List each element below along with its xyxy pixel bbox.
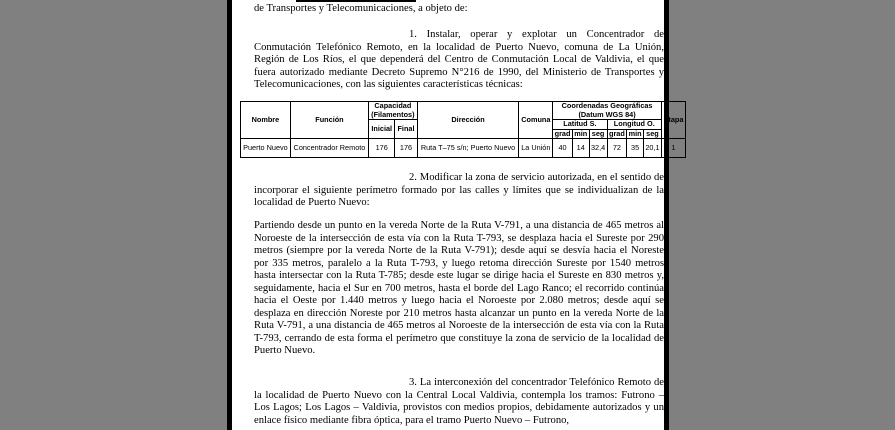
- header-longitud: Longitud O.: [607, 120, 661, 130]
- header-capacidad-label: Capacidad: [374, 101, 412, 110]
- cell-lat-min: 14: [572, 139, 589, 158]
- cell-lon-min: 35: [627, 139, 644, 158]
- header-etapa: Etapa: [661, 102, 685, 139]
- header-coordenadas-label: Coordenadas Geográficas: [561, 101, 653, 110]
- header-direccion: Dirección: [417, 102, 519, 139]
- header-lat-seg: seg: [589, 129, 607, 139]
- header-lat-grad: grad: [554, 128, 571, 138]
- page-right-border: [664, 0, 669, 430]
- top-rule: [296, 0, 416, 2]
- cell-lat-grad: 40: [553, 139, 573, 158]
- cell-final: 176: [395, 139, 417, 158]
- header-inicial: Inicial: [369, 120, 395, 139]
- cell-direccion: Ruta T–75 s/n; Puerto Nuevo: [417, 139, 519, 158]
- header-lon-seg: seg: [643, 129, 661, 139]
- cell-funcion: Concentrador Remoto: [290, 139, 368, 158]
- intro-tail: de Transportes y Telecomunicaciones, a objeto de:: [254, 3, 468, 14]
- header-datum-label: (Datum WGS 84): [578, 109, 636, 119]
- technical-characteristics-table: [240, 101, 686, 158]
- item-1-paragraph: 1. Instalar, operar y explotar un Concentrador de Conmutación Telefónico Remoto, en la localidad de Puerto Nuevo, comuna de La Unión, Región de Los Ríos, el que dependerá del Centro de Conmutación Local de Valdivia, el que fuera autorizado mediante Decreto Supremo N°216 de 1990, del Ministerio de Transportes y Telecomunicaciones, con las siguientes características técnicas:: [254, 29, 664, 90]
- header-nombre: Nombre: [241, 102, 291, 139]
- header-lon-grad: grad: [609, 128, 625, 138]
- header-capacidad: [369, 102, 418, 120]
- perimeter-paragraph: Partiendo desde un punto en la vereda Norte de la Ruta V-791, a una distancia de 465 metros al Noroeste de la intersección de esta vía con la Ruta T-793, se desplaza hacia el Sureste por 290 metros (siempre por la vereda Norte de la Ruta V-791); desde aquí se desvía hacia el Noreste por 335 metros, paralelo a la Ruta T-793, y luego retoma dirección Sureste por 1540 metros hasta intersectar con la Ruta T-785; desde este lugar se dirige hacia el Sureste en 830 metros y, seguidamente, hacia el Sur en 700 metros, hasta el borde del Lago Ranco; el recorrido continúa hacia el Oeste por 1.440 metros y luego hacia el Noroeste por 2.080 metros; desde aquí se desplaza en dirección Noreste por 210 metros hasta alcanzar un punto en la vereda Norte de la Ruta V-791, a una distancia de 465 metros al Noroeste de la intersección de esta vía con la Ruta T-793, cerrando de esta forma el perímetro que constituye la zona de servicio de la localidad de Puerto Nuevo.: [254, 220, 664, 356]
- cell-lat-seg: 32,4: [589, 139, 607, 158]
- table-row: [241, 139, 686, 158]
- page-left-border: [227, 0, 232, 430]
- header-comuna: Comuna: [519, 102, 553, 139]
- cell-etapa: 1: [661, 139, 685, 158]
- item-2-paragraph: 2. Modificar la zona de servicio autorizada, en el sentido de incorporar el siguiente perímetro formado por las calles y límites que se individualizan de la localidad de Puerto Nuevo:: [254, 172, 664, 208]
- item-3-paragraph: 3. La interconexión del concentrador Telefónico Remoto de la localidad de Puerto Nuevo con la Central Local Valdivia, contempla los tramos: Futrono – Los Lagos; Los Lagos – Valdivia, provistos con medios propios, debidamente autorizados y un enlace físico mediante fibra óptica, para el tramo Puerto Nuevo – Futrono,: [254, 377, 664, 426]
- header-lat-min: min: [574, 128, 588, 138]
- cell-lon-grad: 72: [607, 139, 627, 158]
- header-funcion: Función: [290, 102, 368, 139]
- header-latitud: Latitud S.: [553, 120, 607, 130]
- cell-lon-seg: 20,1: [643, 139, 661, 158]
- header-filamentos-label: (Filamentos): [371, 109, 415, 119]
- cell-comuna: La Unión: [519, 139, 553, 158]
- cell-nombre: Puerto Nuevo: [241, 139, 291, 158]
- header-final: Final: [395, 120, 417, 139]
- cell-inicial: 176: [369, 139, 395, 158]
- header-coordenadas: [553, 102, 662, 120]
- header-lon-min: min: [628, 128, 642, 138]
